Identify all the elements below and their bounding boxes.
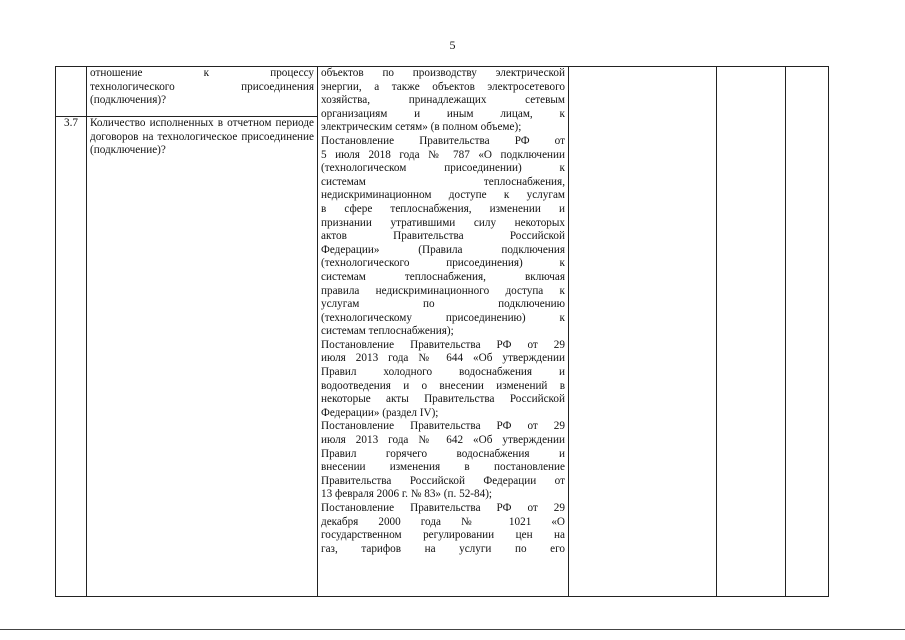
legal-basis-line: актов Правительства Российской — [321, 230, 565, 243]
table-row — [56, 67, 829, 117]
legal-basis-line: услугам по подключению — [321, 298, 565, 311]
legal-basis-line: (технологическом присоединении) к — [321, 162, 565, 175]
legal-basis-line: в сфере теплоснабжения, изменении и — [321, 202, 565, 215]
question-line: технологического присоединения — [90, 80, 314, 93]
legal-basis-line: Постановление Правительства РФ от 29 — [321, 420, 565, 433]
legal-basis-line: Правительства Российской Федерации от — [321, 474, 565, 487]
legal-basis-line: правила недискриминационного доступа к — [321, 284, 565, 297]
row-number-cell — [56, 117, 87, 597]
legal-basis-line: государственном регулировании цен на — [321, 529, 565, 542]
page-number: 5 — [449, 38, 456, 52]
question-line: (подключения)? — [90, 94, 167, 107]
legal-basis-line: объектов по производству электрической — [321, 67, 565, 79]
question-cell — [87, 117, 318, 597]
legal-basis-cell — [318, 67, 569, 597]
legal-basis-line: газ, тарифов на услуги по его — [321, 542, 565, 555]
legal-basis-line: недискриминационном доступе к услугам — [321, 189, 565, 202]
legal-basis-line: системам теплоснабжения, включая — [321, 270, 565, 283]
legal-basis-line: признании утратившими силу некоторых — [321, 216, 565, 229]
legal-basis-line: системам теплоснабжения); — [321, 325, 454, 338]
legal-basis-line: (технологического присоединения) к — [321, 257, 565, 270]
legal-basis-line: хозяйства, принадлежащих сетевым — [321, 94, 565, 107]
legal-basis-line: системам теплоснабжения, — [321, 175, 565, 188]
note-cell — [786, 67, 829, 597]
legal-basis-line: Федерации» (Правила подключения — [321, 243, 565, 256]
legal-basis-line: водоотведения и о внесении изменений в — [321, 379, 565, 392]
question-line: отношение к процессу — [90, 67, 314, 79]
legal-basis-line: Правил горячего водоснабжения и — [321, 447, 565, 460]
legal-basis-line: Постановление Правительства РФ от 29 — [321, 338, 565, 351]
answer-no-cell — [717, 67, 786, 597]
legal-basis-line: энергии, а также объектов электросетевого — [321, 80, 565, 93]
legal-basis-line: Федерации» (раздел IV); — [321, 406, 439, 419]
legal-basis-line: Правил холодного водоснабжения и — [321, 366, 565, 379]
question-cell — [87, 67, 318, 117]
legal-basis-line: Постановление Правительства РФ от — [321, 134, 565, 147]
legal-basis-line: июля 2013 года № 644 «Об утверждении — [321, 352, 565, 365]
requirements-table — [55, 66, 829, 597]
legal-basis-line: 5 июля 2018 года № 787 «О подключении — [321, 148, 565, 161]
legal-basis-line: 13 февраля 2006 г. № 83» (п. 52-84); — [321, 488, 493, 501]
question-text: Количество исполненных в отчетном периоде договоров на технологическое присоединение (подключение)? — [90, 117, 314, 157]
legal-basis-line: некоторые акты Правительства Российской — [321, 393, 565, 406]
row-number: 3.7 — [64, 117, 78, 129]
legal-basis-line: (технологическому присоединению) к — [321, 311, 565, 324]
legal-basis-line: внесении изменения в постановление — [321, 461, 565, 474]
legal-basis-line: Постановление Правительства РФ от 29 — [321, 502, 565, 514]
answer-yes-cell — [569, 67, 717, 597]
row-number-cell — [56, 67, 87, 117]
legal-basis-line: декабря 2000 года № 1021 «О — [321, 515, 565, 528]
page-bottom-rule — [0, 629, 905, 630]
legal-basis-line: электрическим сетям» (в полном объеме); — [321, 121, 522, 134]
legal-basis-line: организациям и иным лицам, к — [321, 107, 565, 120]
legal-basis-line: июля 2013 года № 642 «Об утверждении — [321, 434, 565, 447]
